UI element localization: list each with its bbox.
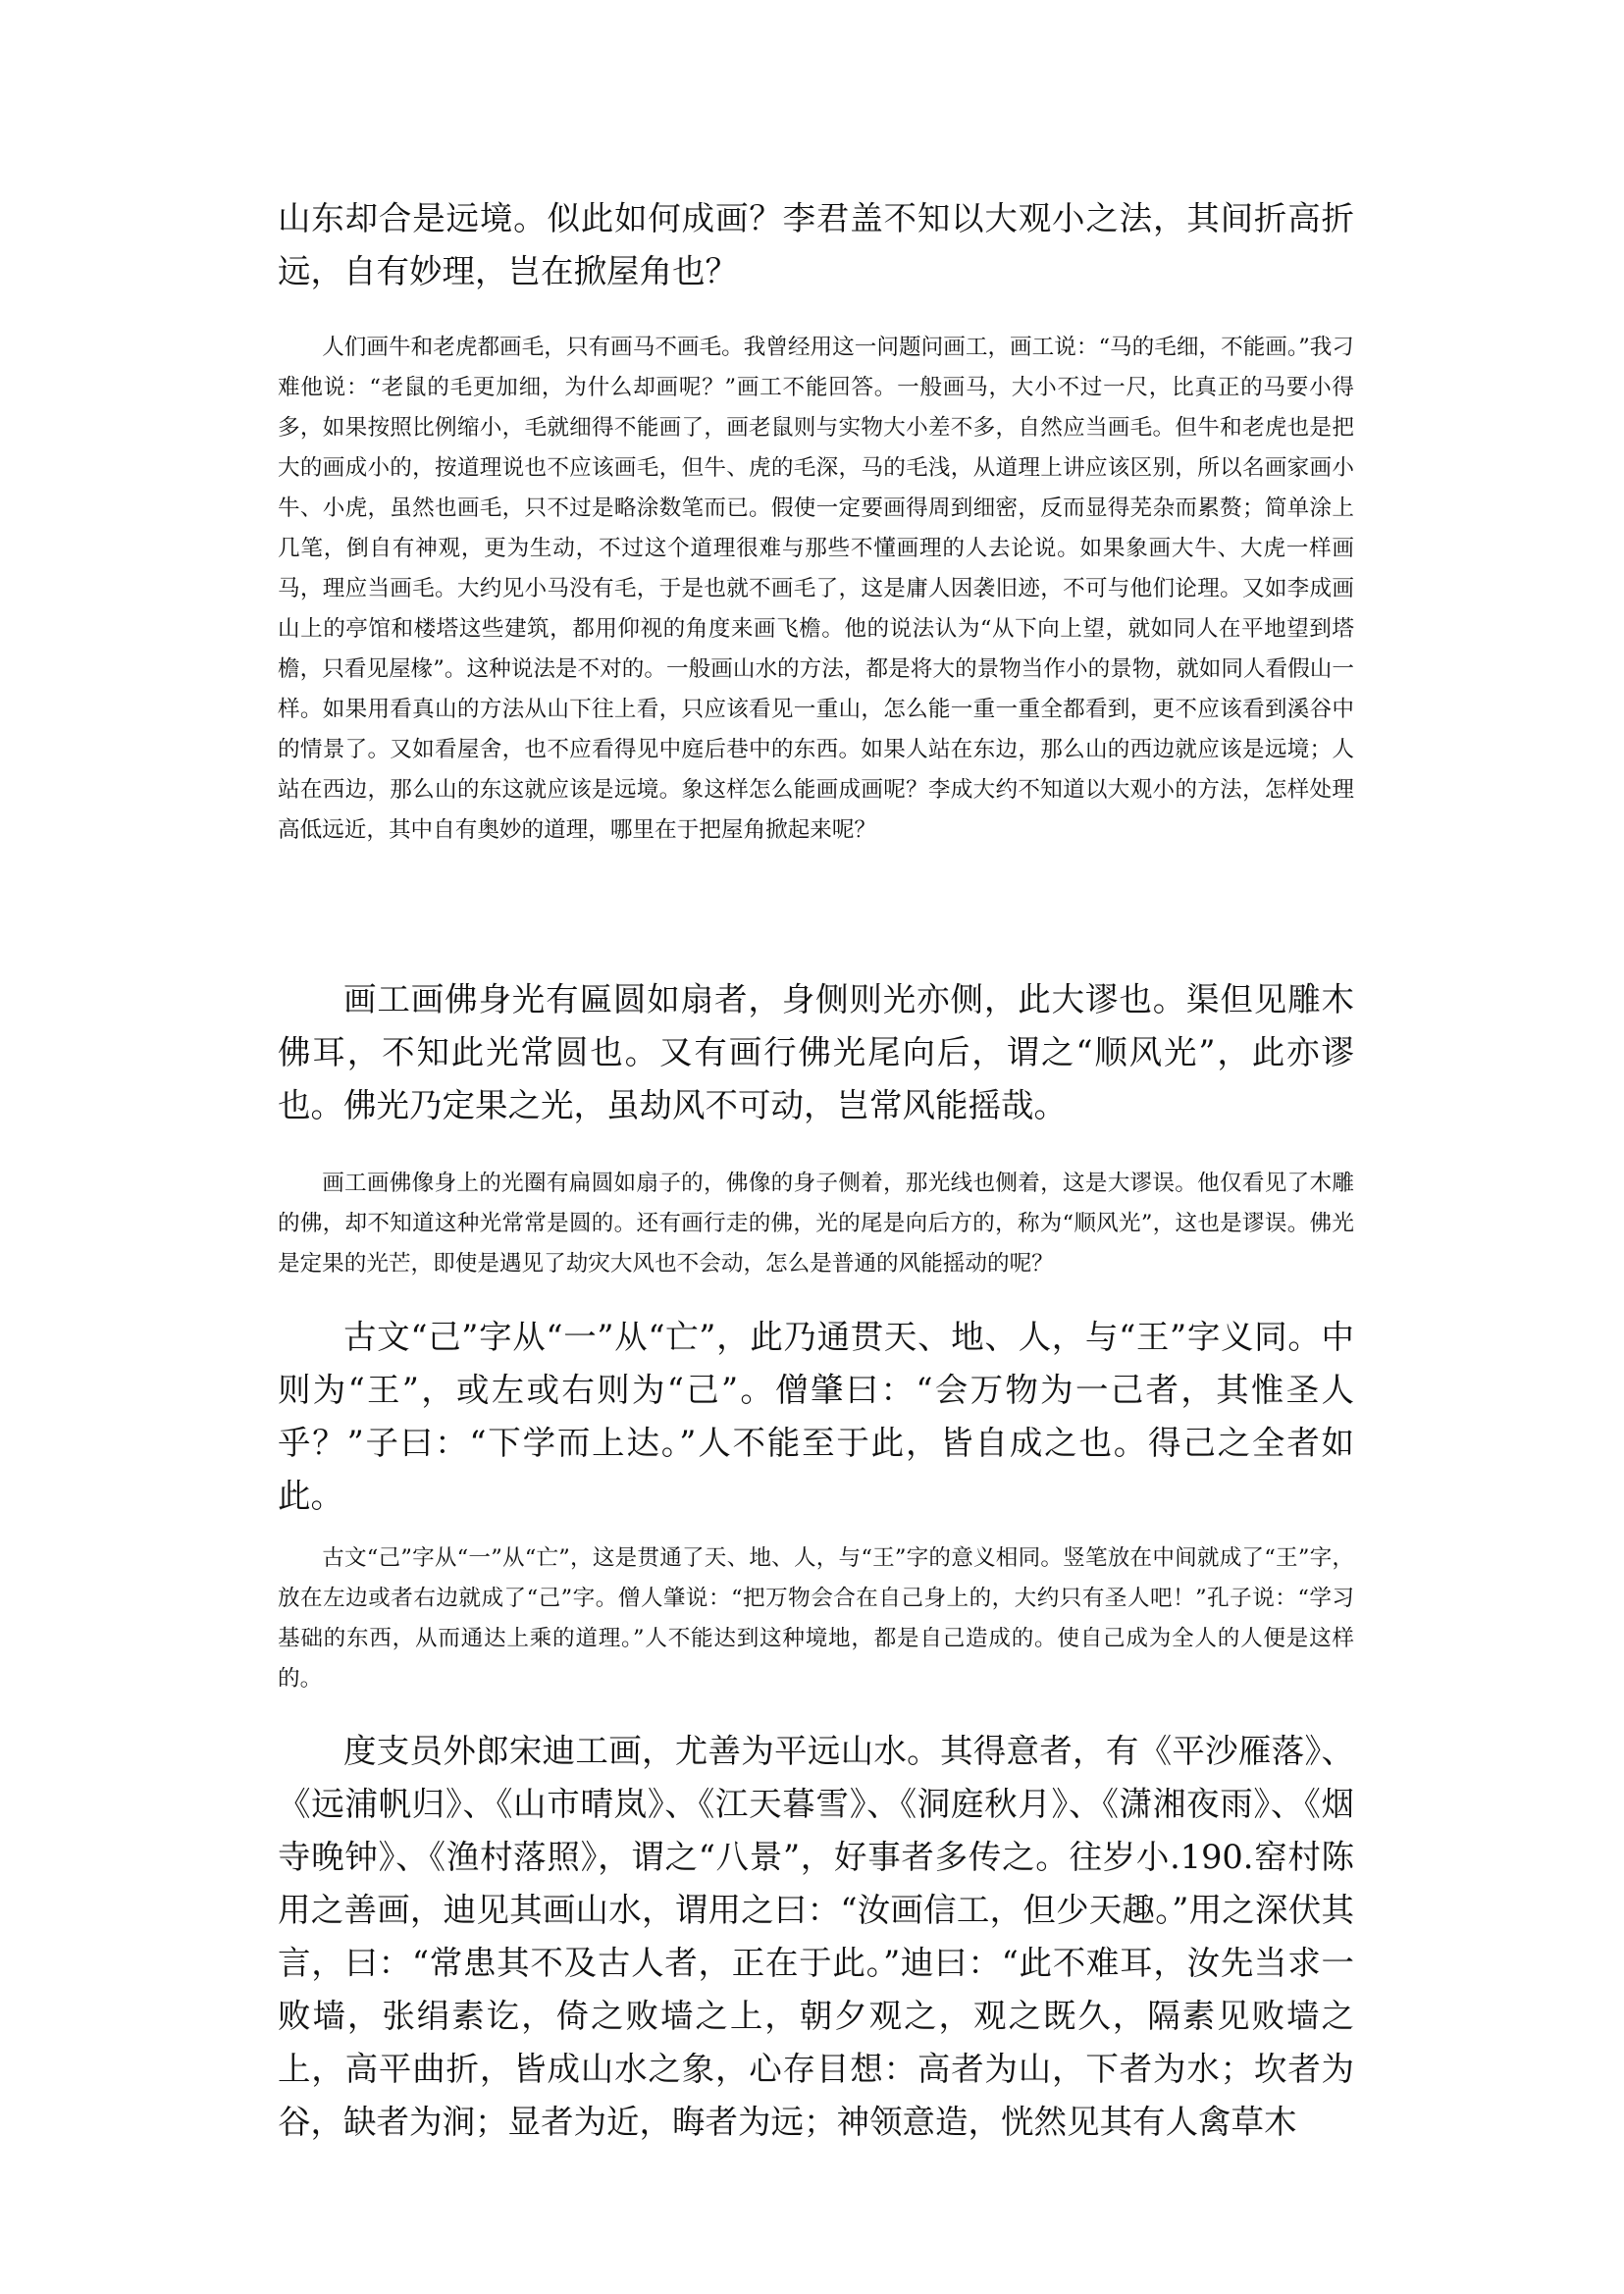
translation-paragraph: 画工画佛像身上的光圈有扁圆如扇子的，佛像的身子侧着，那光线也侧着，这是大谬误。他仅看见了木雕的佛，却不知道这种光常常是圆的。还有画行走的佛，光的尾是向后方的，称为“顺风光”，这也是谬误。佛光是定果的光芒，即使是遇见了劫灾大风也不会动，怎么是普通的风能摇动的呢？ bbox=[278, 1171, 1354, 1277]
original-text-paragraph: 古文“己”字从“一”从“亡”，此乃通贯天、地、人，与“王”字义同。中则为“王”，或左或右则为“己”。僧肇曰：“会万物为一己者，其惟圣人乎？”子曰：“下学而上达。”人不能至于此，皆自成之也。得己之全者如此。 bbox=[278, 1318, 1354, 1515]
translation-paragraph: 人们画牛和老虎都画毛，只有画马不画毛。我曾经用这一问题问画工，画工说：“马的毛细，不能画。”我刁难他说：“老鼠的毛更加细，为什么却画呢？”画工不能回答。一般画马，大小不过一尺，比真正的马要小得多，如果按照比例缩小，毛就细得不能画了，画老鼠则与实物大小差不多，自然应当画毛。但牛和老虎也是把大的画成小的，按道理说也不应该画毛，但牛、虎的毛深，马的毛浅，从道理上讲应该区别，所以名画家画小牛、小虎，虽然也画毛，只不过是略涂数笔而已。假使一定要画得周到细密，反而显得芜杂而累赘；简单涂上几笔，倒自有神观，更为生动，不过这个道理很难与那些不懂画理的人去论说。如果象画大牛、大虎一样画马，理应当画毛。大约见小马没有毛，于是也就不画毛了，这是庸人因袭旧迹，不可与他们论理。又如李成画山上的亭馆和楼塔这些建筑，都用仰视的角度来画飞檐。他的说法认为“从下向上望，就如同人在平地望到塔檐，只看见屋椽”。这种说法是不对的。一般画山水的方法，都是将大的景物当作小的景物，就如同人看假山一样。如果用看真山的方法从山下往上看，只应该看见一重山，怎么能一重一重全都看到，更不应该看到溪谷中的情景了。又如看屋舍，也不应看得见中庭后巷中的东西。如果人站在东边，那么山的西边就应该是远境；人站在西边，那么山的东这就应该是远境。象这样怎么能画成画呢？李成大约不知道以大观小的方法，怎样处理高低远近，其中自有奥妙的道理，哪里在于把屋角掀起来呢？ bbox=[278, 335, 1354, 843]
original-text-paragraph: 画工画佛身光有匾圆如扇者，身侧则光亦侧，此大谬也。渠但见雕木佛耳，不知此光常圆也。又有画行佛光尾向后，谓之“顺风光”，此亦谬也。佛光乃定果之光，虽劫风不可动，岂常风能摇哉。 bbox=[278, 980, 1354, 1124]
original-text-paragraph: 山东却合是远境。似此如何成画？李君盖不知以大观小之法，其间折高折远，自有妙理，岂在掀屋角也？ bbox=[278, 199, 1354, 290]
original-text-paragraph: 度支员外郎宋迪工画，尤善为平远山水。其得意者，有《平沙雁落》、《远浦帆归》、《山市晴岚》、《江天暮雪》、《洞庭秋月》、《潇湘夜雨》、《烟寺晚钟》、《渔村落照》，谓之“八景”，好事者多传之。往岁小.190.窑村陈用之善画，迪见其画山水，谓用之曰：“汝画信工，但少天趣。”用之深伏其言，曰：“常患其不及古人者，正在于此。”迪曰：“此不难耳，汝先当求一败墙，张绢素讫，倚之败墙之上，朝夕观之，观之既久，隔素见败墙之上，高平曲折，皆成山水之象，心存目想：高者为山，下者为水；坎者为谷，缺者为涧；显者为近，晦者为远；神领意造，恍然见其有人禽草木 bbox=[278, 1732, 1354, 2141]
translation-paragraph: 古文“己”字从“一”从“亡”，这是贯通了天、地、人，与“王”字的意义相同。竖笔放在中间就成了“王”字，放在左边或者右边就成了“己”字。僧人肇说：“把万物会合在自己身上的，大约只有圣人吧！”孔子说：“学习基础的东西，从而通达上乘的道理。”人不能达到这种境地，都是自己造成的。使自己成为全人的人便是这样的。 bbox=[278, 1545, 1354, 1692]
